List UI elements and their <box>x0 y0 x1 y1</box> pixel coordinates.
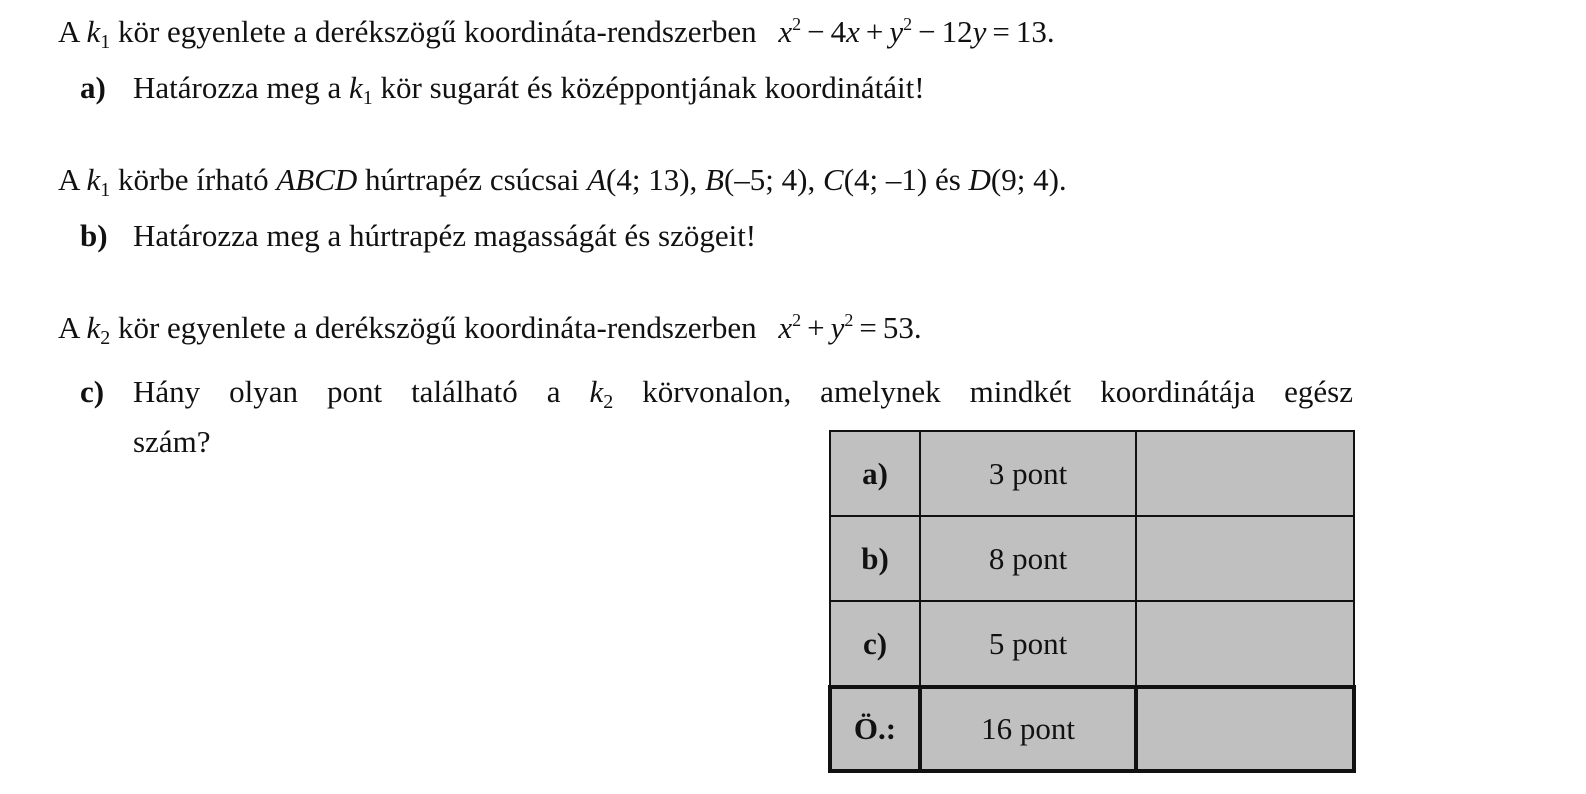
k1-equation: $x^2 - 4x + y^2 - 12y = 13$. <box>778 14 1055 49</box>
task-a-label: a) <box>80 70 106 105</box>
max-points: 8 pont <box>920 516 1136 601</box>
k2-equation: $x^2 + y^2 = 53$. <box>778 310 922 345</box>
earned-points <box>1136 601 1354 687</box>
k1-equation-statement: A $k_1$ kör egyenlete a derékszögű koordináta-rendszerben $x^2 - 4x + y^2 - 12y = 13$. <box>58 14 1055 53</box>
total-max-points: 16 pont <box>920 687 1136 771</box>
task-c-label-line <box>80 374 133 410</box>
task-b-label: b) <box>80 218 108 253</box>
total-row <box>830 687 1354 771</box>
table-row <box>830 431 1354 516</box>
part-label: b) <box>830 516 920 601</box>
total-earned-points <box>1136 687 1354 771</box>
part-label: c) <box>830 601 920 687</box>
k2-equation-statement: A $k_2$ kör egyenlete a derékszögű koordináta-rendszerben $x^2 + y^2 = 53$. <box>58 310 922 349</box>
part-label: a) <box>830 431 920 516</box>
task-c-label: c) <box>80 374 105 409</box>
table-row <box>830 516 1354 601</box>
task-a <box>80 70 925 109</box>
task-c-text-line1: Hány olyan pont található a $k_2$ körvonalon, amelynek mindkét koordinátája egész <box>133 374 1353 413</box>
var-k: k <box>86 14 101 49</box>
table-row <box>830 601 1354 687</box>
task-c-text-line2: szám? <box>133 424 211 459</box>
trapezoid-statement: A $k_1$ körbe írható ABCD húrtrapéz csúcsai A(4; 13), B(–5; 4), C(4; –1) és D(9; 4). <box>58 162 1067 201</box>
max-points: 5 pont <box>920 601 1136 687</box>
score-table <box>828 430 1356 773</box>
task-b-text: Határozza meg a húrtrapéz magasságát és szögeit! <box>133 218 757 253</box>
total-label: Ö.: <box>830 687 920 771</box>
task-b <box>80 218 756 254</box>
task-a-text: Határozza meg a $k_1$ kör sugarát és középpontjának koordinátáit! <box>133 70 925 109</box>
max-points: 3 pont <box>920 431 1136 516</box>
earned-points <box>1136 431 1354 516</box>
earned-points <box>1136 516 1354 601</box>
